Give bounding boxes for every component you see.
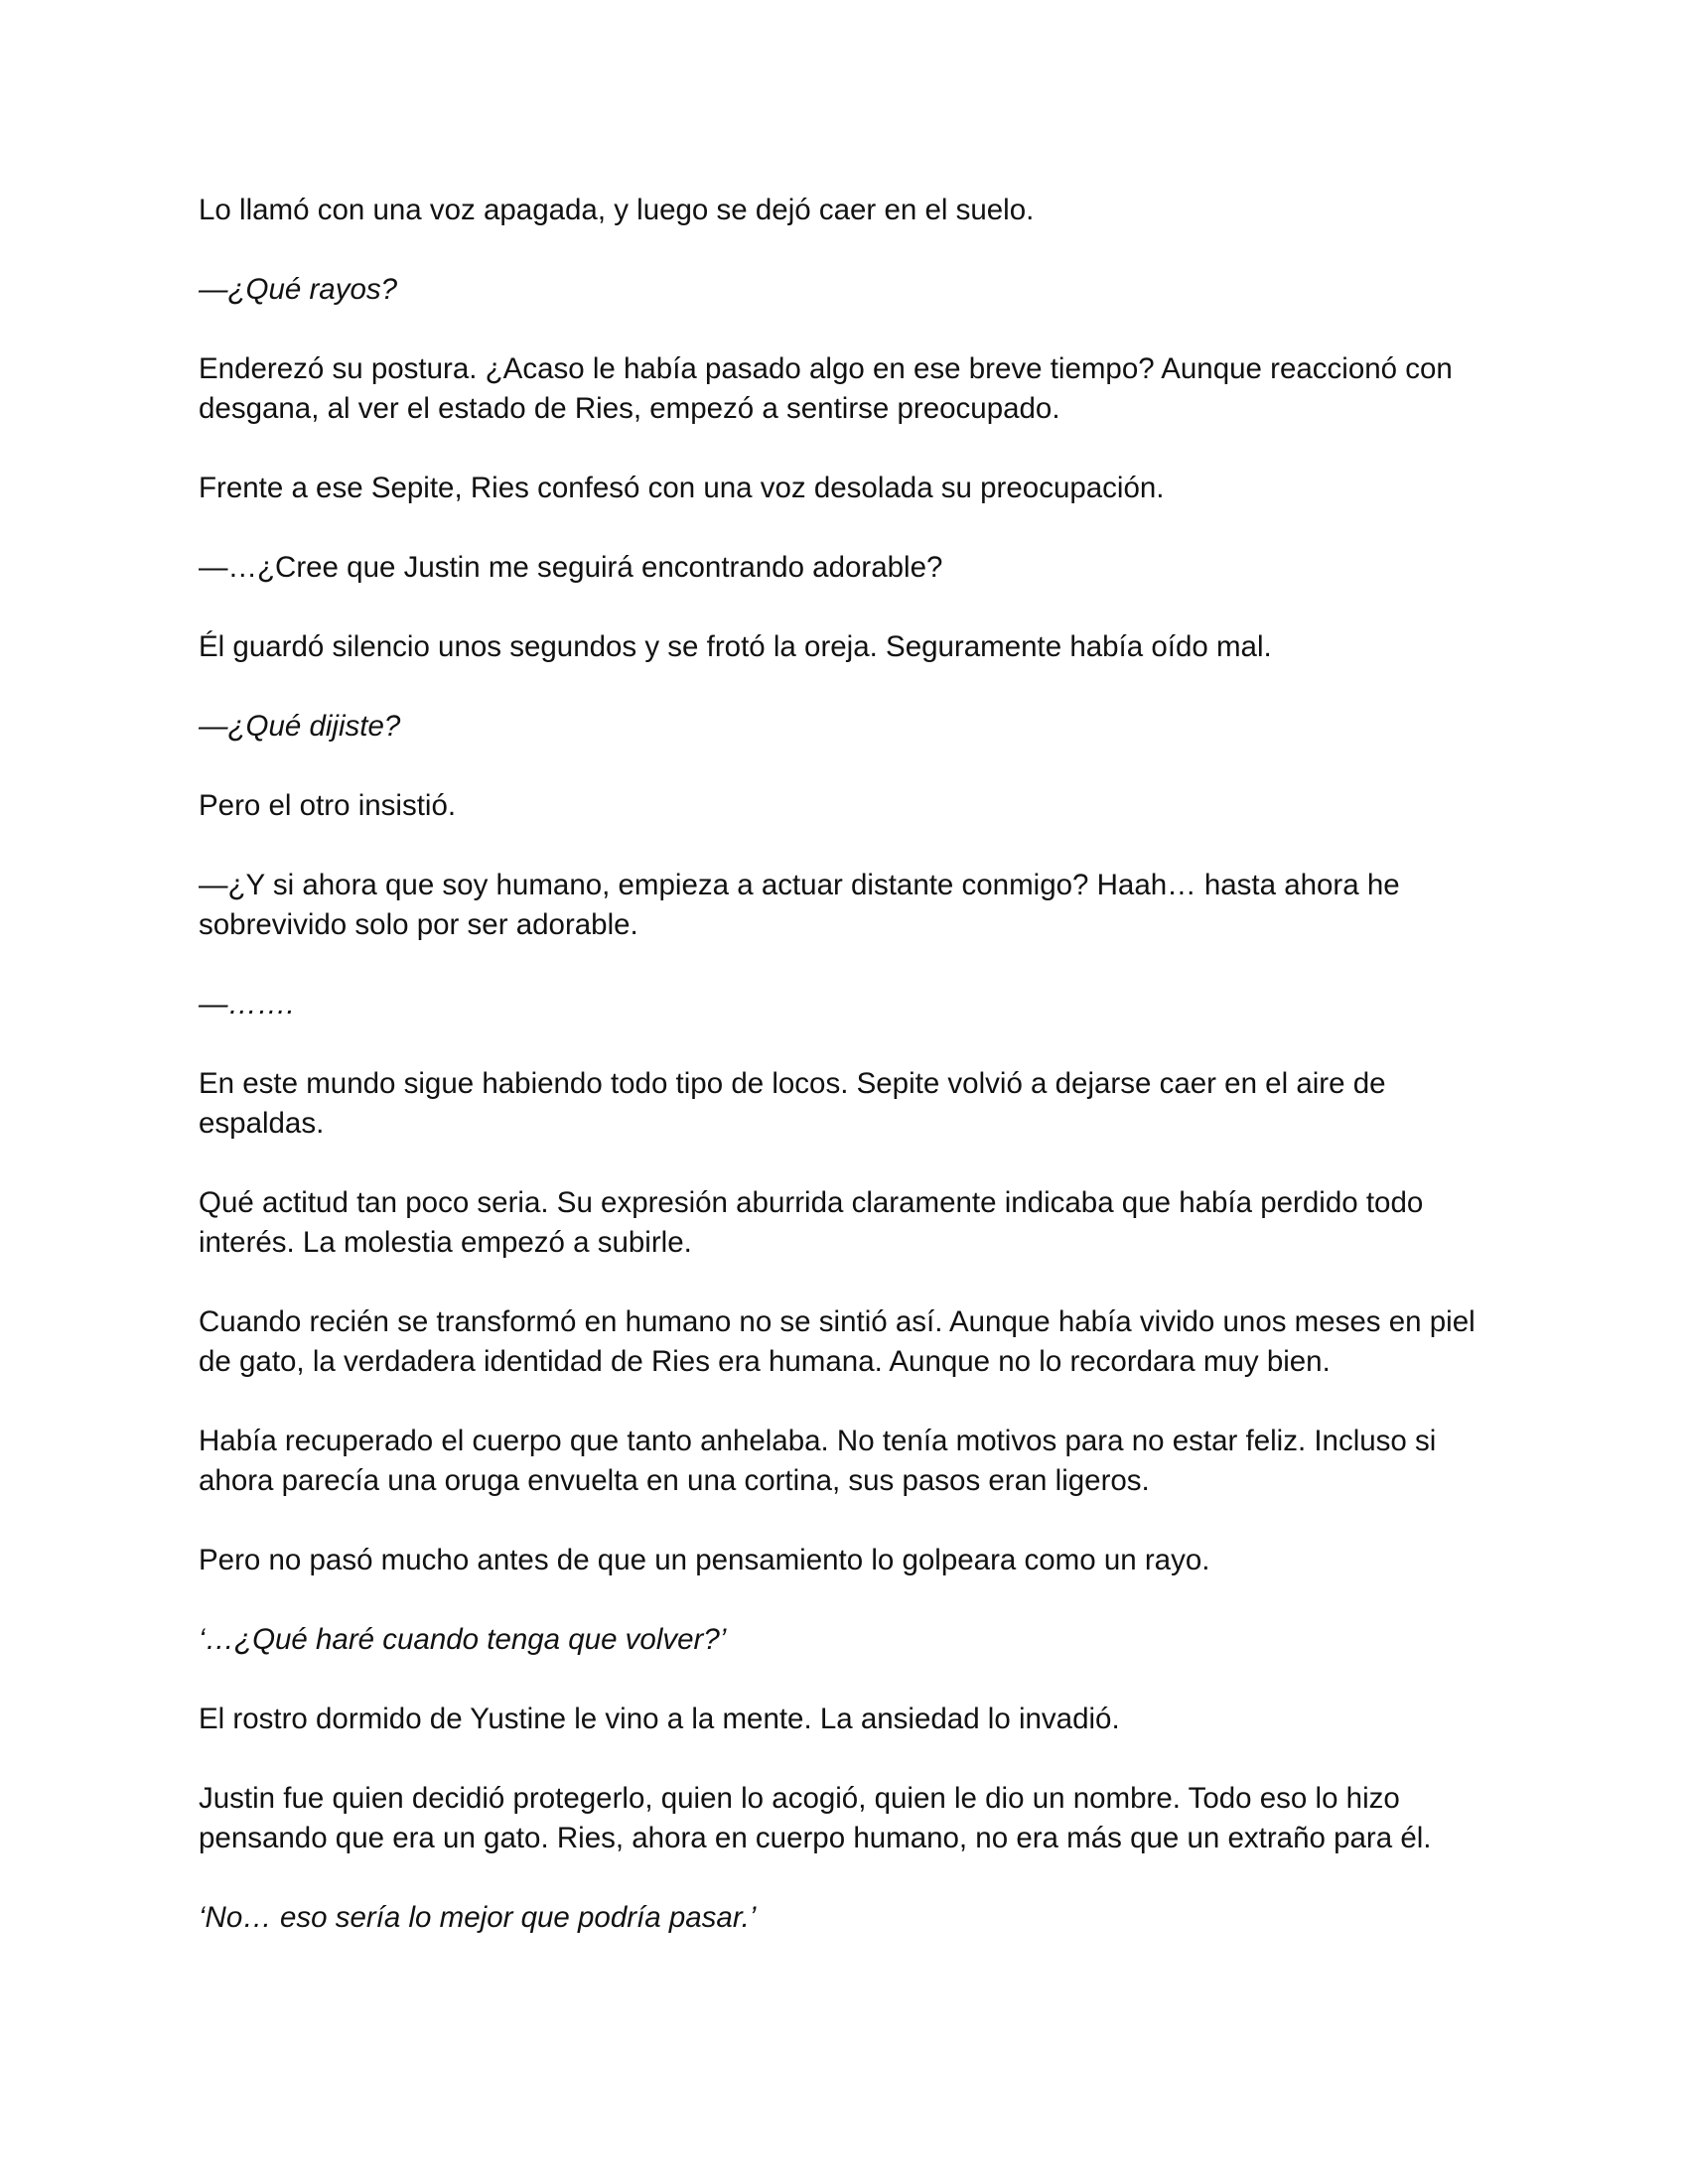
paragraph: Cuando recién se transformó en humano no se sintió así. Aunque había vivido unos meses en piel de gato, la verdadera identidad de Ries era humana. Aunque no lo recordara muy bien. xyxy=(199,1305,1476,1378)
paragraph: Justin fue quien decidió protegerlo, quien lo acogió, quien le dio un nombre. Todo eso lo hizo pensando que era un gato. Ries, ahora en cuerpo humano, no era más que un extraño para él. xyxy=(199,1782,1432,1854)
paragraph: El rostro dormido de Yustine le vino a la mente. La ansiedad lo invadió. xyxy=(199,1703,1120,1735)
paragraph: Enderezó su postura. ¿Acaso le había pasado algo en ese breve tiempo? Aunque reaccionó con desgana, al ver el estado de Ries, empezó a sentirse preocupado. xyxy=(199,352,1453,425)
paragraph: Lo llamó con una voz apagada, y luego se dejó caer en el suelo. xyxy=(199,194,1035,226)
document-page xyxy=(199,191,1489,1978)
paragraph: Frente a ese Sepite, Ries confesó con una voz desolada su preocupación. xyxy=(199,472,1165,504)
paragraph: Había recuperado el cuerpo que tanto anhelaba. No tenía motivos para no estar feliz. Incluso si ahora parecía una oruga envuelta en una cortina, sus pasos eran ligeros. xyxy=(199,1425,1437,1497)
paragraph: Pero no pasó mucho antes de que un pensamiento lo golpeara como un rayo. xyxy=(199,1544,1210,1576)
paragraph: Pero el otro insistió. xyxy=(199,789,457,822)
paragraph: —…¿Cree que Justin me seguirá encontrando adorable? xyxy=(199,551,943,584)
paragraph: —¿Y si ahora que soy humano, empieza a actuar distante conmigo? Haah… hasta ahora he sobrevivido solo por ser adorable. xyxy=(199,869,1400,941)
paragraph: ‘No… eso sería lo mejor que podría pasar.’ xyxy=(199,1901,757,1934)
paragraph: En este mundo sigue habiendo todo tipo de locos. Sepite volvió a dejarse caer en el aire de espaldas. xyxy=(199,1067,1386,1140)
paragraph: —¿Qué rayos? xyxy=(199,273,398,306)
paragraph: Él guardó silencio unos segundos y se frotó la oreja. Seguramente había oído mal. xyxy=(199,630,1272,663)
paragraph: —……. xyxy=(199,988,295,1021)
paragraph: —¿Qué dijiste? xyxy=(199,710,401,743)
paragraph: Qué actitud tan poco seria. Su expresión aburrida claramente indicaba que había perdido todo interés. La molestia empezó a subirle. xyxy=(199,1186,1424,1259)
paragraph: ‘…¿Qué haré cuando tenga que volver?’ xyxy=(199,1623,727,1656)
